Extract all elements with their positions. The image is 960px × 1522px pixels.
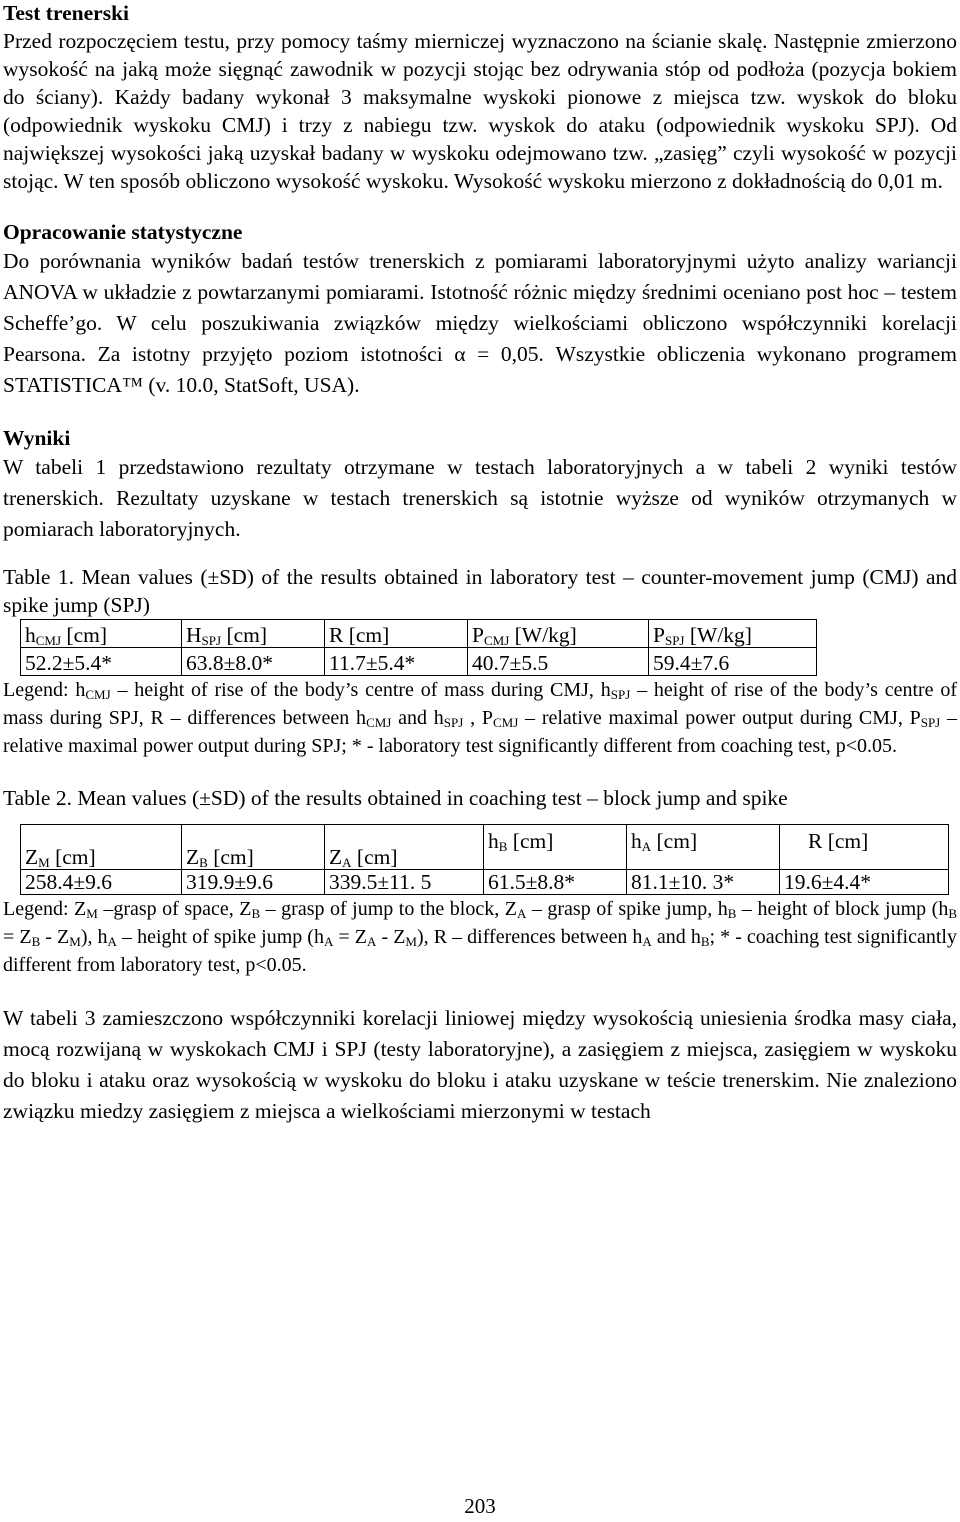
- table2-caption: Table 2. Mean values (±SD) of the results obtained in coaching test – block jump and spike: [3, 786, 788, 810]
- table1-header-row: [21, 620, 817, 648]
- paragraph-results: W tabeli 1 przedstawiono rezultaty otrzymane w testach laboratoryjnych a w tabeli 2 wyniki testów trenerskich. Rezultaty uzyskane w testach trenerskich są istotnie wyższe od wyników otrzymanych w pomiarach laboratoryjnych.: [3, 455, 957, 541]
- table2: [20, 824, 949, 895]
- table2-header-cell: $Z_M$ [cm]: [21, 825, 182, 870]
- section-heading-results: Wyniki: [3, 426, 71, 450]
- table1-header-cell: $P_{CMJ}$ [W/kg]: [468, 620, 649, 648]
- page-number: 203: [464, 1494, 496, 1518]
- table1-cell: 40.7±5.5: [468, 648, 649, 676]
- table2-header-cell: R [cm]: [780, 825, 949, 870]
- table2-cell: 61.5±8.8*: [484, 870, 627, 895]
- table1-cell: 63.8±8.0*: [182, 648, 325, 676]
- table2-row: [21, 870, 949, 895]
- table1-header-cell: $h_{CMJ}$ [cm]: [21, 620, 182, 648]
- paragraph-coaching-test: Przed rozpoczęciem testu, przy pomocy taśmy mierniczej wyznaczono na ścianie skalę. Następnie zmierzono wysokość na jaką może sięgnąć zawodnik w pozycji stojąc bez odrywania stóp od podłoża (pozycja bokiem do ściany). Każdy badany wykonał 3 maksymalne wyskoki pionowe z miejsca tzw. wyskok do bloku (odpowiednik wyskoku CMJ) i trzy z nabiegu tzw. wyskok do ataku (odpowiednik wyskoku SPJ). Od największej wysokości jaką uzyskał badany w wyskoku odejmowano tzw. „zasięg” czyli wysokość w pozycji stojąc. W ten sposób obliczono wysokość wyskoku. Wysokość wyskoku mierzono z dokładnością do 0,01 m.: [3, 29, 957, 193]
- table2-cell: 339.5±11. 5: [325, 870, 484, 895]
- table2-header-cell: $Z_B$ [cm]: [182, 825, 325, 870]
- table2-cell: 258.4±9.6: [21, 870, 182, 895]
- table2-cell: 319.9±9.6: [182, 870, 325, 895]
- table2-cell: 19.6±4.4*: [780, 870, 949, 895]
- table1-cell: 59.4±7.6: [649, 648, 817, 676]
- table1-header-cell: R [cm]: [325, 620, 468, 648]
- table2-header-cell: $h_A$ [cm]: [627, 825, 780, 870]
- paragraph-statistics: Do porównania wyników badań testów trenerskich z pomiarami laboratoryjnymi użyto analizy wariancji ANOVA w układzie z powtarzanymi pomiarami. Istotność różnic między średnimi oceniano post hoc – testem Scheffe’go. W celu poszukiwania związków między wielkościami obliczono współczynniki korelacji Pearsona. Za istotny przyjęto poziom istotności α = 0,05. Wszystkie obliczenia wykonano programem STATISTICA™ (v. 10.0, StatSoft, USA).: [3, 249, 957, 397]
- table2-cell: 81.1±10. 3*: [627, 870, 780, 895]
- paragraph-correlation: W tabeli 3 zamieszczono współczynniki korelacji liniowej między wysokością uniesienia środka masy ciała, mocą rozwijaną w wyskokach CMJ i SPJ (testy laboratoryjne), a zasięgiem z miejsca, zasięgiem w wyskoku do bloku i ataku oraz wysokością w wyskoku do bloku i ataku uzyskane w teście trenerskim. Nie znaleziono związku miedzy zasięgiem z miejsca a wielkościami mierzonymi w testach: [3, 1006, 957, 1123]
- table1-row: [21, 648, 817, 676]
- document-page: [3, 0, 957, 1127]
- table1: [20, 619, 817, 676]
- table1-legend: Legend: $h_{CMJ}$ – height of rise of the body’s centre of mass during CMJ, $h_{SPJ}$ – height of rise of the body’s centre of mass during SPJ, R – differences between $h_{CMJ}$ and $h_{SPJ}$ , $P_{CMJ}$ – relative maximal power output during CMJ, $P_{SPJ}$ – relative maximal power output during SPJ; * - laboratory test significantly different from coaching test, p<0.05.: [3, 679, 958, 757]
- section-heading-statistics: Opracowanie statystyczne: [3, 220, 243, 244]
- table1-cell: 52.2±5.4*: [21, 648, 182, 676]
- table1-cell: 11.7±5.4*: [325, 648, 468, 676]
- table2-header-cell: $h_B$ [cm]: [484, 825, 627, 870]
- table1-caption: Table 1. Mean values (±SD) of the results obtained in laboratory test – counter-movement jump (CMJ) and spike jump (SPJ): [3, 565, 957, 617]
- table2-header-cell: $Z_A$ [cm]: [325, 825, 484, 870]
- table1-header-cell: $P_{SPJ}$ [W/kg]: [649, 620, 817, 648]
- table1-header-cell: $H_{SPJ}$ [cm]: [182, 620, 325, 648]
- table2-legend: Legend: $Z_M$ –grasp of space, $Z_B$ – grasp of jump to the block, $Z_A$ – grasp of spike jump, $h_B$ – height of block jump $(h_B = Z_B - Z_M)$, $h_A$ – height of spike jump $(h_A = Z_A - Z_M)$, R – differences between $h_A$ and $h_B$; * - coaching test significantly different from laboratory test, p<0.05.: [3, 898, 958, 976]
- section-heading-coaching-test: Test trenerski: [3, 1, 130, 25]
- table2-header-row: [21, 825, 949, 870]
